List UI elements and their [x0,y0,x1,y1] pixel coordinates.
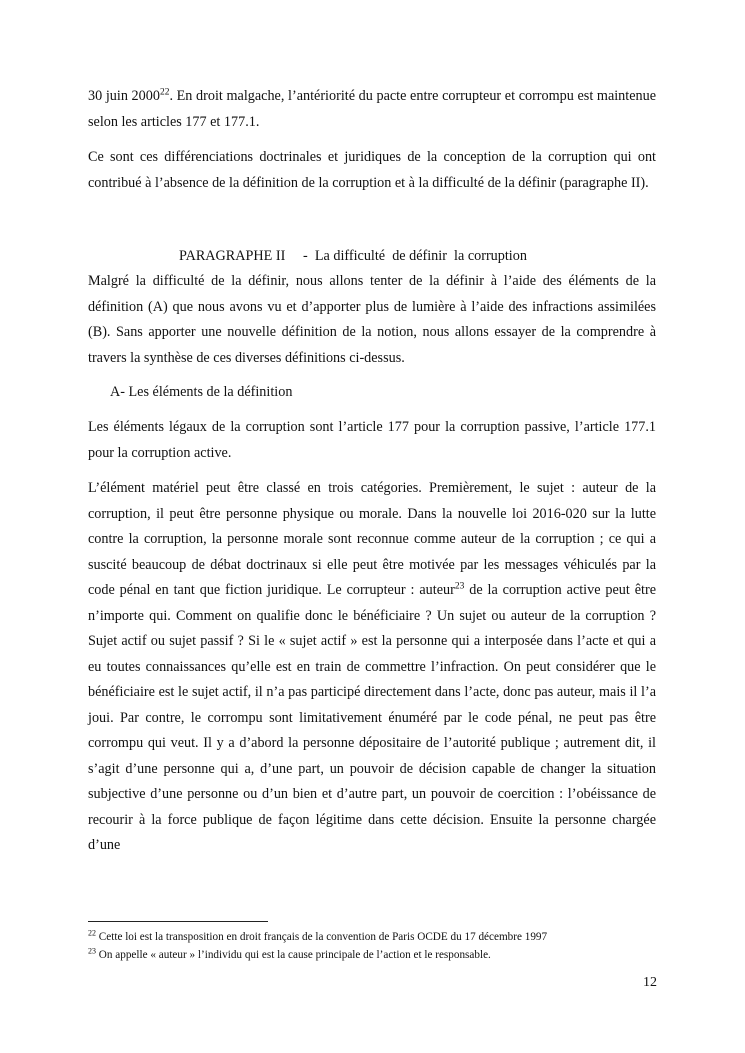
section-heading: PARAGRAPHE II - La difficulté de définir la corruption [179,248,527,264]
footnote-text: Cette loi est la transposition en droit français de la convention de Paris OCDE du 17 décembre 1997 [98,931,548,943]
page-body [88,84,656,859]
elements-legaux-paragraph: Les éléments légaux de la corruption sont l’article 177 pour la corruption passive, l’article 177.1 pour la corruption active. [88,419,656,461]
footnote-divider [88,921,268,922]
element-materiel-text-cont: de la corruption active peut être n’importe qui. Comment on qualifie donc le bénéficiaire ? Un sujet ou auteur de la corruption ? Sujet actif ou sujet passif ? Si le « sujet actif » est la personne qui a interposée dans l’acte et qui a eu toutes connaissances qu’elle est en train de commettre l’infraction. On peut considérer que le bénéficiaire est le sujet actif, il n’a pas participé directement dans l’acte, donc pas auteur, mais il l’a joui. Par contre, le corrompu sont limitativement énuméré par le code pénal, ne peut pas être corrompu qui veut. Il y a d’abord la personne dépositaire de l’autorité publique ; autrement dit, il s’agit d’une personne qui a, d’une part, un pouvoir de décision capable de changer la situation subjective d’une personne ou d’un bien et d’autre part, un pouvoir de coercition : l’obéissance de recourir à la force publique de façon légitime dans cette décision. Ensuite la personne chargée d’une [88,582,656,853]
footnote-22 [88,929,656,947]
subheading: A- Les éléments de la définition [110,384,293,400]
page-number: 12 [643,975,657,990]
intro-paragraph [88,84,656,135]
intro-text: 30 juin 2000 [88,88,160,104]
footnote-ref-22[interactable]: 22 [159,87,170,98]
footnote-23 [88,947,656,965]
malgre-paragraph: Malgré la difficulté de la définir, nous allons tenter de la définir à l’aide des éléments de la définition (A) que nous avons vu et d’apporter plus de lumière à l’aide des infractions assimilées (B). Sans apporter une nouvelle définition de la notion, nous allons essayer de la comprendre à travers la synthèse de ces diverses définitions ci-dessus. [88,273,656,366]
spacer [88,196,656,244]
footnote-num: 23 [88,945,96,955]
intro-text-cont: . En droit malgache, l’antériorité du pacte entre corrupteur et corrompu est maintenue selon les articles 177 et 177.1. [88,88,656,130]
footnote-ref-23[interactable]: 23 [454,581,465,592]
footnote-text: On appelle « auteur » l’individu qui est la cause principale de l’action et le responsable. [98,948,491,961]
element-materiel-paragraph [88,476,656,859]
differenciations-paragraph: Ce sont ces différenciations doctrinales et juridiques de la conception de la corruption qui ont contribué à l’absence de la définition de la corruption et à la difficulté de la définir (paragraphe II). [88,149,656,191]
element-materiel-text: L’élément matériel peut être classé en trois catégories. Premièrement, le sujet : auteur de la corruption, il peut être personne physique ou morale. Dans la nouvelle loi 2016-020 sur la lutte contre la corruption, la personne morale sont reconnue comme auteur de la corruption ; ce qui a suscité beaucoup de débat doctrinaux si elle peut être motivée par les messages véhiculés par la code pénal en tant que fiction juridique. Le corrupteur : auteur [88,480,656,598]
footnotes [88,929,656,964]
footnote-num: 22 [88,928,96,938]
